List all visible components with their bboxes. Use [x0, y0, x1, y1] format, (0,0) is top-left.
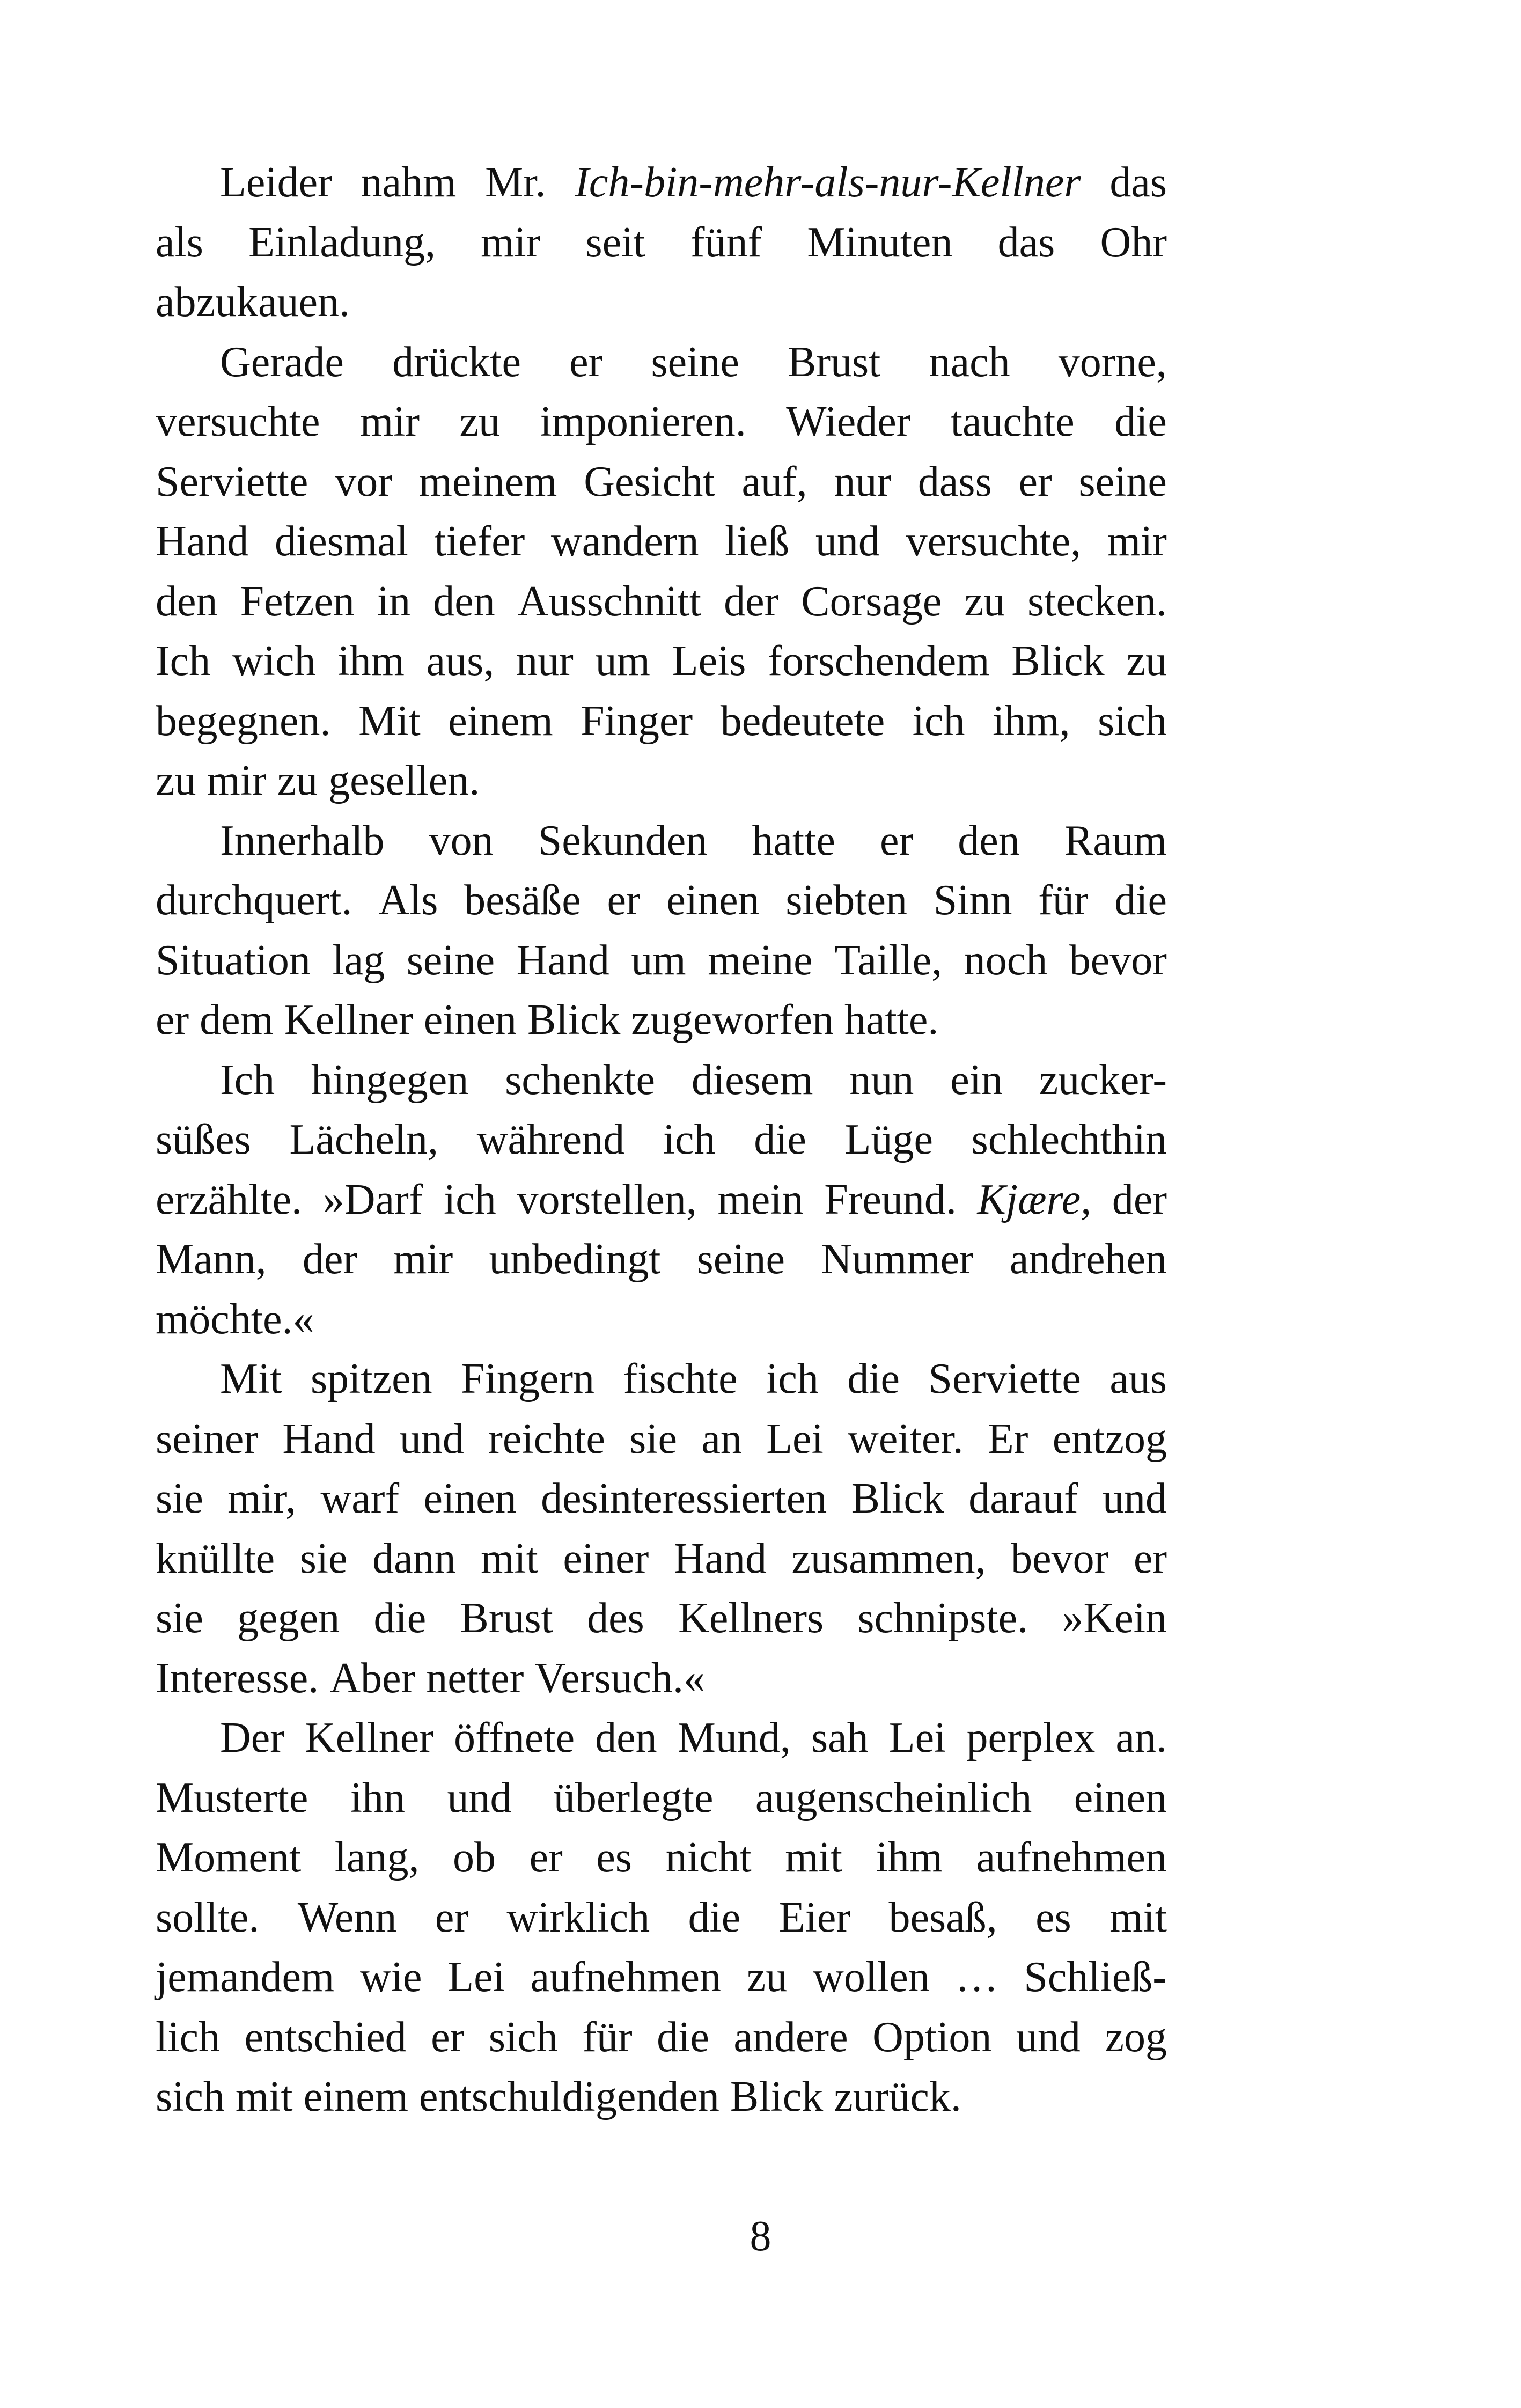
word: darauf: [968, 1475, 1078, 1522]
word: Taille,: [834, 936, 943, 984]
word: um: [595, 637, 650, 685]
word: erzählte.: [156, 1176, 303, 1223]
word: tauchte: [950, 398, 1075, 445]
word: Als: [378, 877, 438, 924]
word: Ich: [220, 1056, 275, 1104]
word: er: [607, 877, 641, 924]
word: vorstellen,: [517, 1176, 697, 1223]
word: zu: [1126, 637, 1167, 685]
word: nahm: [361, 159, 457, 206]
word: bedeutete: [720, 697, 885, 745]
word: besaß,: [888, 1893, 997, 1941]
word: Situation: [156, 936, 311, 984]
text-line: [156, 333, 1167, 393]
text-line: [156, 1230, 1167, 1290]
word: Ich: [156, 637, 211, 685]
word: für: [582, 2013, 633, 2061]
word: des: [587, 1595, 644, 1642]
word: Er: [987, 1415, 1028, 1463]
word: hatte: [752, 817, 835, 864]
paragraph: [156, 811, 1167, 1051]
word: augenscheinlich: [755, 1774, 1032, 1822]
word: seiner: [156, 1415, 259, 1463]
text-line: [156, 1589, 1167, 1649]
word: mir: [207, 757, 267, 804]
word: meinem: [418, 458, 557, 505]
word: entschied: [244, 2013, 407, 2061]
word: netter: [426, 1654, 524, 1702]
text-line: [156, 1828, 1167, 1888]
word: öffnete: [454, 1714, 575, 1761]
word: zucker-: [1039, 1056, 1167, 1104]
text-line: [156, 692, 1167, 752]
word: Freund.: [824, 1176, 957, 1223]
word: die: [373, 1595, 427, 1642]
word: es: [596, 1834, 633, 1881]
text-line: [156, 1290, 1167, 1350]
word: versuchte,: [906, 518, 1082, 565]
word: möchte.«: [156, 1295, 314, 1343]
word: nur: [834, 458, 892, 505]
word: Fingern: [461, 1355, 594, 1403]
text-line: [156, 1051, 1167, 1111]
text-line: [156, 751, 1167, 811]
word: mit: [481, 1535, 538, 1582]
word: er: [1018, 458, 1052, 505]
word: Wenn: [297, 1893, 397, 1941]
word: Kellner: [305, 1714, 433, 1761]
word: Musterte: [156, 1774, 308, 1822]
word: der: [724, 577, 779, 625]
word: der: [1112, 1176, 1167, 1223]
word: mit: [1109, 1893, 1167, 1941]
word: entzog: [1052, 1415, 1167, 1463]
word: während: [476, 1116, 625, 1163]
word: Gerade: [220, 338, 344, 386]
word: desinteressierten: [541, 1475, 827, 1522]
word: Hand: [156, 518, 249, 565]
word: Ausschnitt: [517, 577, 701, 625]
word: Brust: [460, 1595, 553, 1642]
word: einen: [666, 877, 760, 924]
word: wandern: [551, 518, 699, 565]
word: ihm,: [993, 697, 1070, 745]
word: gegen: [237, 1595, 340, 1642]
word: dem: [200, 996, 274, 1044]
word: die: [754, 1116, 806, 1163]
word: ob: [453, 1834, 496, 1881]
word: Mit: [220, 1355, 282, 1403]
word: gesellen.: [328, 757, 480, 804]
word: und: [447, 1774, 512, 1822]
word: ihm: [337, 637, 405, 685]
word: hatte.: [844, 996, 939, 1044]
word: Serviette: [928, 1355, 1081, 1403]
word: für: [1038, 877, 1089, 924]
word: Eier: [778, 1893, 851, 1941]
text-line: [156, 931, 1167, 991]
word: perplex: [966, 1714, 1096, 1761]
word: Schließ-: [1024, 1954, 1167, 2001]
word: lang,: [334, 1834, 420, 1881]
word: Aber: [329, 1654, 416, 1702]
word: als: [156, 218, 203, 266]
word: das: [1109, 159, 1167, 206]
word: Kjære,: [977, 1176, 1092, 1223]
word: mir,: [227, 1475, 297, 1522]
text-line: [156, 2008, 1167, 2068]
word: ich: [766, 1355, 819, 1403]
word: schnipste.: [857, 1595, 1028, 1642]
word: hingegen: [311, 1056, 469, 1104]
word: forschendem: [768, 637, 990, 685]
word: sich: [488, 2013, 558, 2061]
text-line: [156, 1469, 1167, 1529]
word: tiefer: [434, 518, 525, 565]
word: Interesse.: [156, 1654, 319, 1702]
text-line: [156, 1349, 1167, 1409]
word: aufnehmen: [530, 1954, 722, 2001]
word: Lei: [888, 1714, 946, 1761]
text-line: [156, 512, 1167, 572]
word: von: [429, 817, 494, 864]
word: warf: [320, 1475, 400, 1522]
word: sie: [156, 1595, 203, 1642]
word: einem: [303, 2073, 409, 2120]
text-line: [156, 2067, 1167, 2127]
text-line: [156, 1948, 1167, 2008]
word: dann: [372, 1535, 456, 1582]
word: Gesicht: [584, 458, 715, 505]
word: Lüge: [844, 1116, 933, 1163]
word: zog: [1105, 2013, 1167, 2061]
word: es: [1035, 1893, 1071, 1941]
word: der: [302, 1236, 357, 1283]
word: zu: [156, 757, 196, 804]
word: und: [399, 1415, 464, 1463]
text-line: [156, 213, 1167, 273]
word: wie: [359, 1954, 422, 2001]
word: er: [569, 338, 603, 386]
word: die: [1114, 398, 1167, 445]
text-line: [156, 1529, 1167, 1589]
word: Option: [872, 2013, 992, 2061]
word: mir: [481, 218, 541, 266]
word: Mit: [358, 697, 421, 745]
word: um: [631, 936, 686, 984]
word: jemandem: [156, 1954, 335, 2001]
word: zusammen,: [791, 1535, 986, 1582]
word: ihm: [876, 1834, 943, 1881]
text-line: [156, 273, 1167, 333]
word: Serviette: [156, 458, 308, 505]
text-line: [156, 1110, 1167, 1170]
word: er: [1133, 1535, 1167, 1582]
word: sich: [1098, 697, 1167, 745]
word: seine: [651, 338, 739, 386]
word: und: [1016, 2013, 1081, 2061]
text-line: [156, 1170, 1167, 1230]
word: Der: [220, 1714, 284, 1761]
word: Nummer: [821, 1236, 974, 1283]
word: an: [701, 1415, 742, 1463]
word: diesem: [691, 1056, 813, 1104]
word: siebten: [785, 877, 908, 924]
word: seine: [1078, 458, 1167, 505]
word: »Kein: [1062, 1595, 1167, 1642]
word: Kellners: [678, 1595, 824, 1642]
word: er: [879, 817, 914, 864]
word: weiter.: [848, 1415, 964, 1463]
word: sie: [629, 1415, 678, 1463]
word: auf,: [741, 458, 807, 505]
word: seine: [696, 1236, 785, 1283]
word: Leis: [672, 637, 746, 685]
word: andrehen: [1009, 1236, 1167, 1283]
word: Mund,: [677, 1714, 791, 1761]
text-line: [156, 1409, 1167, 1470]
word: einem: [448, 697, 553, 745]
word: Hand: [673, 1535, 767, 1582]
word: Einladung,: [248, 218, 436, 266]
word: ich: [444, 1176, 496, 1223]
word: Mann,: [156, 1236, 267, 1283]
word: reichte: [488, 1415, 605, 1463]
word: überlegte: [553, 1774, 714, 1822]
word: das: [997, 218, 1055, 266]
word: fischte: [623, 1355, 738, 1403]
paragraph: [156, 153, 1167, 333]
word: mein: [717, 1176, 804, 1223]
text-line: [156, 452, 1167, 512]
word: Leider: [220, 159, 332, 206]
word: Ich-bin-mehr-als-nur-Kellner: [575, 159, 1081, 206]
word: Sinn: [933, 877, 1012, 924]
page-number: 8: [750, 2213, 771, 2260]
word: ließ: [725, 518, 790, 565]
word: zu: [459, 398, 500, 445]
text-line: [156, 811, 1167, 871]
word: ein: [950, 1056, 1003, 1104]
text-line: [156, 392, 1167, 452]
word: Corsage: [801, 577, 942, 625]
body-text: [156, 153, 1167, 2127]
word: sah: [811, 1714, 869, 1761]
word: besäße: [464, 877, 581, 924]
word: einen: [423, 996, 517, 1044]
text-line: [156, 871, 1167, 931]
word: aus,: [426, 637, 495, 685]
word: mit: [235, 2073, 293, 2120]
word: drückte: [392, 338, 521, 386]
word: nun: [849, 1056, 914, 1104]
word: in: [377, 577, 411, 625]
word: Fetzen: [240, 577, 355, 625]
word: unbedingt: [489, 1236, 661, 1283]
word: vorne,: [1058, 338, 1167, 386]
word: Versuch.«: [534, 1654, 706, 1702]
word: Hand: [516, 936, 609, 984]
word: und: [1102, 1475, 1167, 1522]
word: die: [657, 2013, 709, 2061]
text-line: [156, 990, 1167, 1051]
word: Blick: [730, 2073, 824, 2120]
word: lag: [332, 936, 385, 984]
word: mir: [1107, 518, 1167, 565]
word: den: [156, 577, 218, 625]
word: zu: [277, 757, 318, 804]
word: Raum: [1064, 817, 1167, 864]
word: süßes: [156, 1116, 251, 1163]
word: durchquert.: [156, 877, 352, 924]
word: Lächeln,: [289, 1116, 439, 1163]
word: andere: [733, 2013, 848, 2061]
word: Blick: [1011, 637, 1105, 685]
text-line: [156, 153, 1167, 213]
word: wirklich: [506, 1893, 650, 1941]
word: Wieder: [786, 398, 911, 445]
word: sich: [156, 2073, 225, 2120]
word: sie: [156, 1475, 203, 1522]
word: die: [847, 1355, 900, 1403]
word: abzukauen.: [156, 278, 350, 326]
word: die: [1114, 877, 1167, 924]
word: noch: [964, 936, 1048, 984]
word: zurück.: [834, 2073, 961, 2120]
word: dass: [917, 458, 992, 505]
word: Innerhalb: [220, 817, 385, 864]
text-line: [156, 1888, 1167, 1948]
word: wollen: [813, 1954, 930, 2001]
word: nach: [929, 338, 1010, 386]
word: mit: [785, 1834, 842, 1881]
word: Ohr: [1100, 218, 1167, 266]
paragraph: [156, 1708, 1167, 2127]
word: mir: [359, 398, 420, 445]
text-line: [156, 1768, 1167, 1829]
word: ihn: [350, 1774, 406, 1822]
word: an.: [1115, 1714, 1167, 1761]
word: den: [595, 1714, 657, 1761]
paragraph: [156, 1349, 1167, 1708]
text-line: [156, 572, 1167, 632]
word: fünf: [690, 218, 762, 266]
word: zu: [964, 577, 1005, 625]
word: meine: [708, 936, 813, 984]
word: stecken.: [1027, 577, 1167, 625]
word: seine: [406, 936, 495, 984]
word: imponieren.: [540, 398, 746, 445]
word: mir: [393, 1236, 453, 1283]
word: »Darf: [322, 1176, 423, 1223]
word: schenkte: [505, 1056, 656, 1104]
word: knüllte: [156, 1535, 275, 1582]
word: er: [431, 2013, 465, 2061]
word: einer: [563, 1535, 649, 1582]
word: …: [955, 1954, 998, 2001]
word: Hand: [282, 1415, 376, 1463]
word: Minuten: [807, 218, 953, 266]
word: Blick: [527, 996, 621, 1044]
word: und: [815, 518, 880, 565]
word: Kellner: [284, 996, 413, 1044]
text-line: [156, 1708, 1167, 1768]
word: lich: [156, 2013, 220, 2061]
word: wich: [232, 637, 316, 685]
word: nicht: [665, 1834, 752, 1881]
word: einen: [1074, 1774, 1167, 1822]
word: er: [156, 996, 189, 1044]
word: Moment: [156, 1834, 302, 1881]
word: bevor: [1069, 936, 1167, 984]
text-line: [156, 1649, 1167, 1709]
word: sie: [299, 1535, 348, 1582]
word: bevor: [1011, 1535, 1109, 1582]
word: diesmal: [275, 518, 408, 565]
word: Brust: [788, 338, 881, 386]
word: zu: [746, 1954, 788, 2001]
word: er: [435, 1893, 469, 1941]
word: Sekunden: [538, 817, 708, 864]
word: ich: [912, 697, 965, 745]
word: versuchte: [156, 398, 320, 445]
word: Mr.: [485, 159, 546, 206]
word: nur: [516, 637, 574, 685]
word: die: [688, 1893, 741, 1941]
word: Lei: [766, 1415, 824, 1463]
word: seit: [585, 218, 645, 266]
paragraph: [156, 1051, 1167, 1350]
word: den: [433, 577, 495, 625]
word: den: [958, 817, 1020, 864]
word: zugeworfen: [631, 996, 834, 1044]
word: sollte.: [156, 1893, 260, 1941]
word: ich: [663, 1116, 716, 1163]
word: entschuldigenden: [419, 2073, 719, 2120]
word: spitzen: [311, 1355, 432, 1403]
word: aus: [1109, 1355, 1167, 1403]
word: aufnehmen: [976, 1834, 1167, 1881]
text-line: [156, 632, 1167, 692]
word: schlechthin: [971, 1116, 1167, 1163]
word: Finger: [581, 697, 693, 745]
paragraph: [156, 333, 1167, 811]
word: Lei: [447, 1954, 505, 2001]
word: begegnen.: [156, 697, 331, 745]
word: er: [529, 1834, 563, 1881]
word: Blick: [851, 1475, 944, 1522]
word: vor: [335, 458, 392, 505]
word: einen: [423, 1475, 517, 1522]
